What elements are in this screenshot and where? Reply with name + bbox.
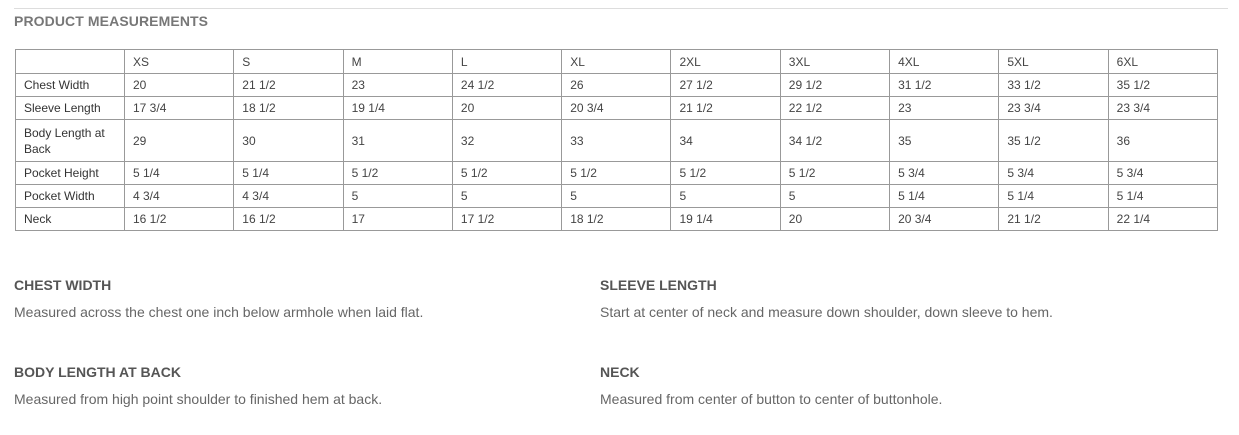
size-header-l: L [452, 50, 561, 74]
table-cell: 5 1/2 [343, 162, 452, 185]
description-text: Measured across the chest one inch below armhole when laid flat. [14, 304, 424, 320]
table-cell: 23 [890, 97, 999, 120]
table-cell: 26 [562, 74, 671, 97]
table-cell: 5 [452, 185, 561, 208]
measurements-table [15, 49, 1218, 231]
table-cell: 20 [452, 97, 561, 120]
table-cell: 5 1/4 [234, 162, 343, 185]
table-cell: 29 [125, 120, 234, 162]
table-cell: 19 1/4 [343, 97, 452, 120]
table-row-body-length [16, 120, 1218, 162]
description-text: Start at center of neck and measure down shoulder, down sleeve to hem. [600, 304, 1053, 320]
table-cell: 5 1/4 [125, 162, 234, 185]
description-title: BODY LENGTH AT BACK [14, 364, 181, 380]
table-cell: 5 [780, 185, 889, 208]
table-cell: 5 [343, 185, 452, 208]
row-label: Sleeve Length [16, 97, 125, 120]
table-cell: 19 1/4 [671, 208, 780, 231]
table-row-pocket-width [16, 185, 1218, 208]
description-text: Measured from center of button to center of buttonhole. [600, 391, 943, 407]
table-cell: 22 1/4 [1108, 208, 1217, 231]
table-cell: 35 1/2 [999, 120, 1108, 162]
table-cell: 24 1/2 [452, 74, 561, 97]
table-cell: 5 1/2 [780, 162, 889, 185]
row-label: Chest Width [16, 74, 125, 97]
table-cell: 4 3/4 [125, 185, 234, 208]
table-cell: 17 [343, 208, 452, 231]
table-cell: 23 [343, 74, 452, 97]
table-cell: 21 1/2 [234, 74, 343, 97]
description-title: SLEEVE LENGTH [600, 277, 717, 293]
row-label: Pocket Height [16, 162, 125, 185]
table-cell: 20 [125, 74, 234, 97]
table-cell: 5 1/4 [890, 185, 999, 208]
size-header-2xl: 2XL [671, 50, 780, 74]
description-chest-width [14, 277, 574, 320]
table-cell: 27 1/2 [671, 74, 780, 97]
table-cell: 16 1/2 [234, 208, 343, 231]
table-cell: 4 3/4 [234, 185, 343, 208]
description-title: NECK [600, 364, 640, 380]
table-cell: 20 3/4 [562, 97, 671, 120]
table-cell: 31 [343, 120, 452, 162]
table-cell: 18 1/2 [562, 208, 671, 231]
section-title: PRODUCT MEASUREMENTS [14, 13, 209, 29]
table-cell: 35 1/2 [1108, 74, 1217, 97]
table-cell: 35 [890, 120, 999, 162]
table-cell: 18 1/2 [234, 97, 343, 120]
table-cell: 22 1/2 [780, 97, 889, 120]
table-cell: 5 3/4 [890, 162, 999, 185]
table-cell: 5 3/4 [1108, 162, 1217, 185]
table-row-neck [16, 208, 1218, 231]
table-cell: 33 [562, 120, 671, 162]
table-cell: 21 1/2 [999, 208, 1108, 231]
table-cell: 5 1/2 [671, 162, 780, 185]
description-neck [600, 364, 1160, 407]
table-cell: 30 [234, 120, 343, 162]
table-cell: 17 1/2 [452, 208, 561, 231]
table-cell: 23 3/4 [1108, 97, 1217, 120]
table-cell: 20 3/4 [890, 208, 999, 231]
size-header-m: M [343, 50, 452, 74]
table-cell: 5 [562, 185, 671, 208]
description-body-length [14, 364, 574, 407]
size-header-s: S [234, 50, 343, 74]
table-cell: 34 1/2 [780, 120, 889, 162]
size-header-xs: XS [125, 50, 234, 74]
table-cell: 20 [780, 208, 889, 231]
table-cell: 34 [671, 120, 780, 162]
description-sleeve-length [600, 277, 1160, 320]
size-header-5xl: 5XL [999, 50, 1108, 74]
table-cell: 32 [452, 120, 561, 162]
table-cell: 33 1/2 [999, 74, 1108, 97]
table-cell: 23 3/4 [999, 97, 1108, 120]
size-header-3xl: 3XL [780, 50, 889, 74]
size-header-4xl: 4XL [890, 50, 999, 74]
size-header-6xl: 6XL [1108, 50, 1217, 74]
table-cell: 5 [671, 185, 780, 208]
table-row-sleeve-length [16, 97, 1218, 120]
table-cell: 5 1/4 [1108, 185, 1217, 208]
table-cell: 29 1/2 [780, 74, 889, 97]
table-row-pocket-height [16, 162, 1218, 185]
table-cell: 36 [1108, 120, 1217, 162]
top-divider [14, 8, 1228, 9]
description-title: CHEST WIDTH [14, 277, 112, 293]
table-cell: 5 3/4 [999, 162, 1108, 185]
row-label: Body Length at Back [16, 120, 125, 162]
size-header-row [16, 50, 1218, 74]
table-cell: 31 1/2 [890, 74, 999, 97]
table-corner-cell [16, 50, 125, 74]
table-cell: 5 1/2 [452, 162, 561, 185]
table-cell: 5 1/2 [562, 162, 671, 185]
table-cell: 16 1/2 [125, 208, 234, 231]
table-cell: 5 1/4 [999, 185, 1108, 208]
size-header-xl: XL [562, 50, 671, 74]
description-text: Measured from high point shoulder to finished hem at back. [14, 391, 383, 407]
table-cell: 17 3/4 [125, 97, 234, 120]
row-label: Neck [16, 208, 125, 231]
row-label: Pocket Width [16, 185, 125, 208]
table-cell: 21 1/2 [671, 97, 780, 120]
table-row-chest-width [16, 74, 1218, 97]
